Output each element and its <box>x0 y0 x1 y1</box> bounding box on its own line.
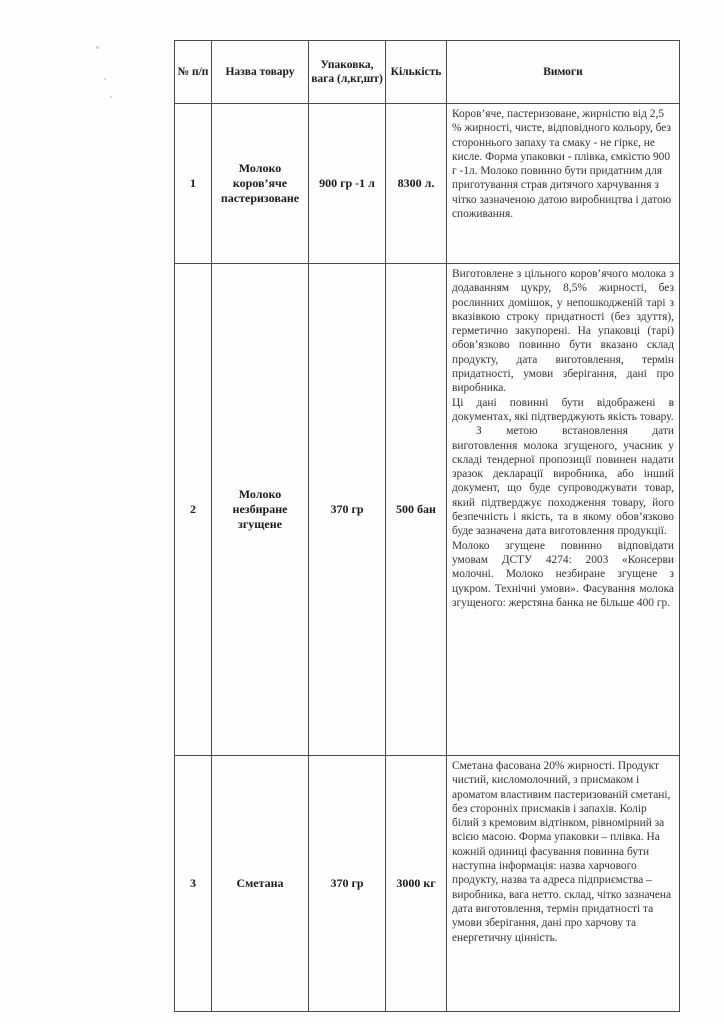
packaging-weight: 370 гр <box>309 264 386 756</box>
quantity: 8300 л. <box>386 104 447 264</box>
header-product-name: Назва товару <box>212 41 309 104</box>
product-name: Молоко коров’яче пастеризоване <box>212 104 309 264</box>
requirements-paragraph: Молоко згущене повинно відповідати умовам ДСТУ 4274: 2003 «Консерви молочні. Молоко незбиране згущене з цукром. Технічні умови». Фасування молока згущеного: жерстяна банка не більше 400 гр. <box>452 539 674 609</box>
product-name: Молоко незбиране згущене <box>212 264 309 756</box>
header-quantity: Кількість <box>386 41 447 104</box>
table-header-row <box>175 41 680 104</box>
header-requirements: Вимоги <box>447 41 680 104</box>
requirements-paragraph: З метою встановлення дати виготовлення молока згущеного, учасник у складі тендерної пропозиції повинен надати зразок декларації виробника, або інший документ, що буде супроводжувати товар, який підтверджує походження товару, його безпечність і якість, та в якому обов’язково буде зазначена дата виготовлення продукції. <box>452 425 674 538</box>
header-packaging: Упаковка, вага (л,кг,шт) <box>309 41 386 104</box>
product-name: Сметана <box>212 756 309 1012</box>
header-number: № п/п <box>175 41 212 104</box>
table-row <box>175 264 680 756</box>
requirements-paragraph: Сметана фасована 20% жирності. Продукт чистий, кисломолочний, з присмаком і ароматом властивим пастеризованій сметані, без сторонніх присмаків і запахів. Колір білий з кремовим відтінком, рівномірний за всією масою. Форма упаковки – плівка. На кожній одиниці фасування повинна бути наступна інформація: назва харчового продукту, назва та адреса підприємства –виробника, вага нетто. склад, чітко зазначена дата виготовлення, термін придатності та умови зберігання, дані про харчову та енергетичну цінність. <box>452 760 672 944</box>
table-row <box>175 104 680 264</box>
requirements-paragraph: Коров’яче, пастеризоване, жирністю від 2,5 % жирності, чисте, відповідного кольору, без стороннього запаху та смаку - не гіркє, не кисле. Форма упаковки - плівка, ємкістю 900 г -1л. Молоко повинно бути придатним для приготування страв дитячого харчування з чітко зазначеною датою виробництва і датою споживання. <box>452 108 672 221</box>
requirements-cell <box>447 104 680 264</box>
packaging-weight: 370 гр <box>309 756 386 1012</box>
requirements-table <box>174 40 680 1012</box>
row-number: 1 <box>175 104 212 264</box>
quantity: 500 бан <box>386 264 447 756</box>
requirements-paragraph: Ці дані повинні бути відображені в документах, які підтверджують якість товару. <box>452 396 674 423</box>
table-row <box>175 756 680 1012</box>
packaging-weight: 900 гр -1 л <box>309 104 386 264</box>
requirements-cell <box>447 264 680 756</box>
requirements-paragraph: Виготовлене з цільного коров’ячого молока з додаванням цукру, 8,5% жирності, без рослинних домішок, у непошкодженій тарі з вказівкою строку придатності (без здуття), герметично закупорені. На упаковці (тарі) обов’язково повинно бути вказано склад продукту, дата виготовлення, термін придатності, умови зберігання, дані про виробника. <box>452 268 674 395</box>
row-number: 2 <box>175 264 212 756</box>
row-number: 3 <box>175 756 212 1012</box>
quantity: 3000 кг <box>386 756 447 1012</box>
requirements-cell <box>447 756 680 1012</box>
